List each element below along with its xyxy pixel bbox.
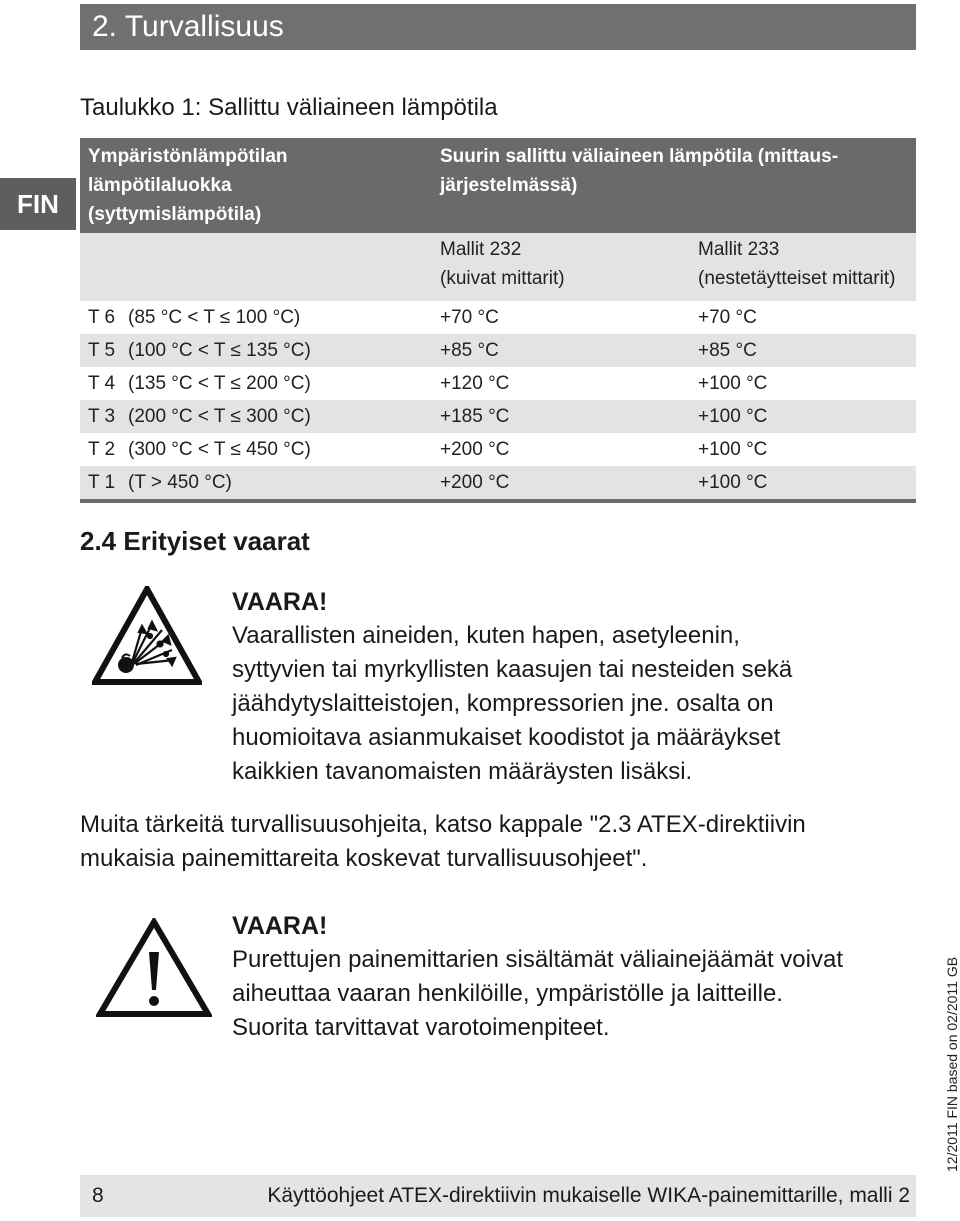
page-footer — [80, 1175, 916, 1217]
table-row — [80, 400, 916, 433]
temperature-range: (300 °C < T ≤ 450 °C) — [128, 438, 311, 460]
model-233-value: +70 °C — [698, 306, 757, 328]
warning-body: Vaarallisten aineiden, kuten hapen, asetyleenin, syttyvien tai myrkyllisten kaasujen tai nesteiden sekä jäähdytyslaitteistojen, kompressorien jne. osalta on huomioitava asianmukaiset koodistot ja määräykset kaikkien tavanomaisten määräysten lisäksi. — [232, 622, 793, 785]
model-233-value: +85 °C — [690, 334, 916, 367]
temperature-class: T 3 — [88, 405, 116, 427]
exclamation-warning-icon — [96, 918, 212, 1018]
table-row — [80, 301, 916, 334]
footer-title: Käyttöohjeet ATEX-direktiivin mukaiselle WIKA-painemittarille, malli 2 — [267, 1184, 910, 1207]
model-233-value: +100 °C — [690, 400, 916, 433]
subheader-model-232: Mallit 232 (kuivat mittarit) — [432, 233, 690, 301]
section-title-bar — [80, 4, 916, 50]
model-233-value: +100 °C — [698, 438, 768, 460]
subsection-title: 2.4 Erityiset vaarat — [80, 526, 310, 556]
model-232-value: +120 °C — [440, 372, 510, 394]
temperature-class: T 1 — [88, 471, 116, 493]
warning-title: VAARA! — [232, 912, 328, 940]
temperature-range: (85 °C < T ≤ 100 °C) — [128, 306, 301, 328]
explosion-warning-icon — [92, 586, 202, 686]
warning-body: Purettujen painemittarien sisältämät väliainejäämät voivat aiheuttaa vaaran henkilöille, ympäristölle ja laitteille. Suorita tarvittavat varotoimenpiteet. — [232, 946, 843, 1041]
table-row — [80, 466, 916, 501]
warning-explosion — [232, 586, 922, 789]
table-subheader-row — [80, 233, 916, 301]
temperature-class: T 5 — [88, 339, 116, 361]
temperature-table — [80, 138, 916, 503]
table-row — [80, 433, 916, 466]
model-232-value: +200 °C — [432, 466, 690, 501]
temperature-range: (100 °C < T ≤ 135 °C) — [128, 339, 311, 361]
model-232-value: +200 °C — [440, 438, 510, 460]
safety-note: Muita tärkeitä turvallisuusohjeita, katso kappale "2.3 ATEX-direktiivin mukaisia painemittareita koskevat turvallisuusohjeet". — [80, 811, 806, 872]
model-233-value: +100 °C — [698, 372, 768, 394]
table-header-row — [80, 138, 916, 233]
temperature-class: T 4 — [88, 372, 116, 394]
temperature-range: (T > 450 °C) — [128, 471, 232, 493]
page-number: 8 — [92, 1184, 104, 1207]
temperature-range: (200 °C < T ≤ 300 °C) — [128, 405, 311, 427]
warning-residue — [232, 910, 922, 1045]
table-row — [80, 334, 916, 367]
model-232-value: +70 °C — [440, 306, 499, 328]
header-max-medium-temperature: Suurin sallittu väliaineen lämpötila (mittaus- järjestelmässä) — [432, 138, 916, 233]
temperature-class: T 2 — [88, 438, 116, 460]
section-title: 2. Turvallisuus — [92, 10, 284, 43]
model-233-value: +100 °C — [690, 466, 916, 501]
table-row — [80, 367, 916, 400]
subheader-model-233: Mallit 233 (nestetäytteiset mittarit) — [690, 233, 916, 301]
header-temperature-class: Ympäristönlämpötilan lämpötilaluokka (syttymislämpötila) — [80, 138, 432, 233]
model-232-value: +85 °C — [432, 334, 690, 367]
language-tab: FIN — [0, 178, 76, 230]
temperature-class: T 6 — [88, 306, 116, 328]
temperature-range: (135 °C < T ≤ 200 °C) — [128, 372, 311, 394]
model-232-value: +185 °C — [432, 400, 690, 433]
warning-title: VAARA! — [232, 588, 328, 616]
table-caption: Taulukko 1: Sallittu väliaineen lämpötila — [80, 94, 498, 121]
document-version-note: 12/2011 FIN based on 02/2011 GB — [944, 956, 960, 1172]
